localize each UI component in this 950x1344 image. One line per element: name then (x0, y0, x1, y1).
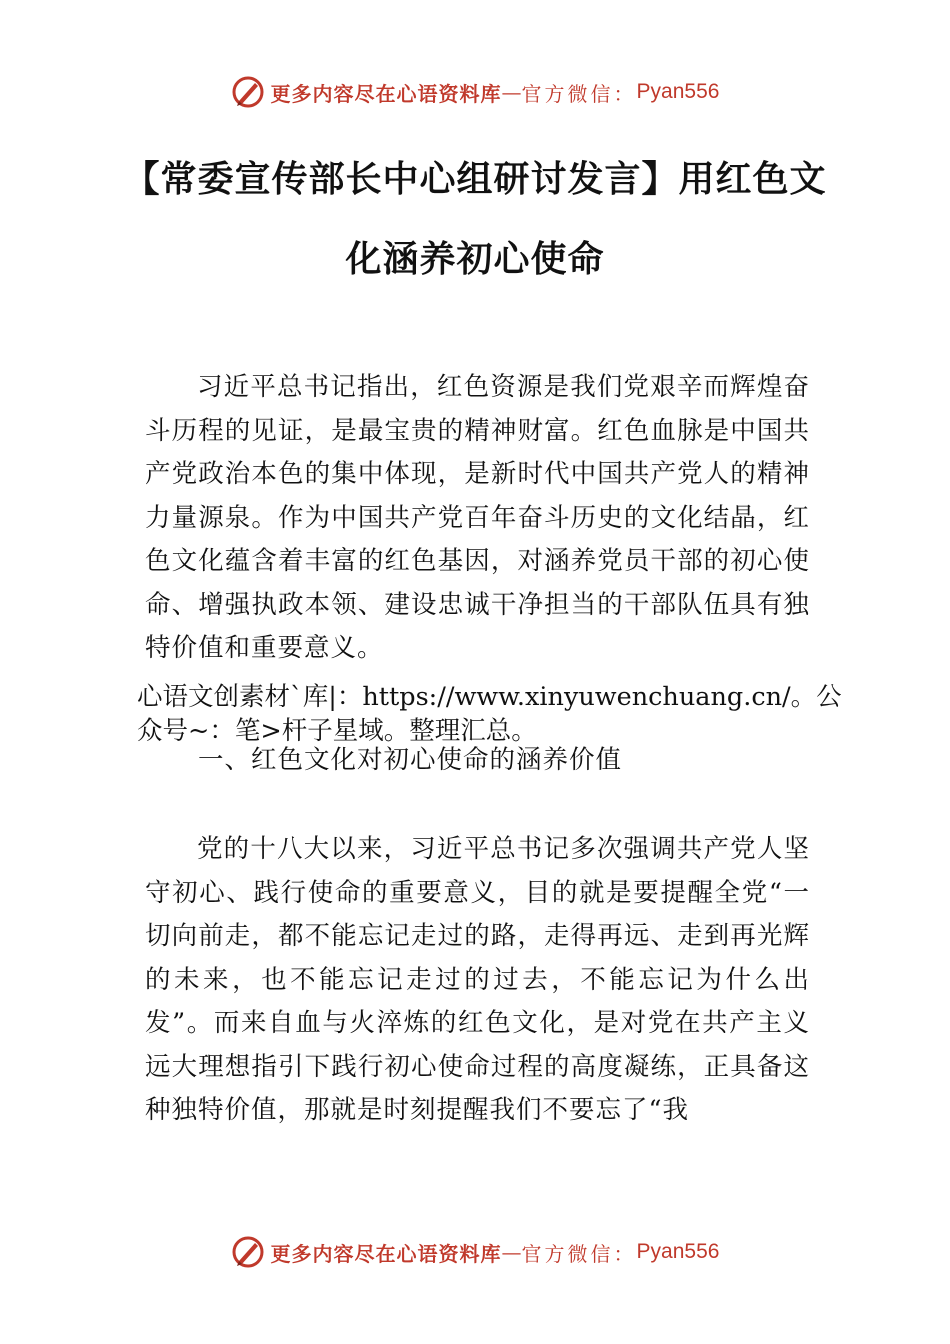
section-heading-1: 一、红色文化对初心使命的涵养价值 (198, 745, 623, 775)
title-line-2: 化涵养初心使命 (345, 239, 605, 280)
banner-wechat-id: Pyan556 (636, 80, 720, 103)
banner-wechat-id: Pyan556 (636, 1240, 720, 1263)
document-title (100, 140, 850, 300)
banner-separator: — (501, 1240, 522, 1264)
pen-logo-icon (231, 75, 265, 109)
paragraph-section-1: 党的十八大以来，习近平总书记多次强调共产党人坚守初心、践行使命的重要意义，目的就是要提醒全党“一切向前走，都不能忘记走过的路，走得再远、走到再光辉的未来，也不能忘记走过的过去，不能忘记为什么出发”。而来自血与火淬炼的红色文化，是对党在共产主义远大理想指引下践行初心使命过程的高度凝练，正具备这种独特价值，那就是时刻提醒我们不要忘了“我 (145, 834, 810, 1125)
banner-official-label: 官方微信： (521, 1241, 637, 1266)
banner-official-label: 官方微信： (521, 81, 637, 106)
pen-logo-icon (231, 1235, 265, 1269)
banner-separator: — (501, 80, 522, 104)
title-line-1: 【常委宣传部长中心组研讨发言】用红色文 (123, 159, 827, 200)
header-banner (0, 72, 950, 112)
paragraph-intro: 习近平总书记指出，红色资源是我们党艰辛而辉煌奋斗历程的见证，是最宝贵的精神财富。红色血脉是中国共产党政治本色的集中体现，是新时代中国共产党人的精神力量源泉。作为中国共产党百年奋斗历史的文化结晶，红色文化蕴含着丰富的红色基因，对涵养党员干部的初心使命、增强执政本领、建设忠诚干净担当的干部队伍具有独特价值和重要意义。 (145, 372, 810, 663)
footer-banner (0, 1232, 950, 1272)
banner-main-text: 更多内容尽在心语资料库 (270, 1241, 502, 1266)
banner-main-text: 更多内容尽在心语资料库 (270, 81, 502, 106)
source-note: 心语文创素材`库|：https://www.xinyuwenchuang.cn/。公众号~：笔>杆子星域。整理汇总。 (137, 682, 842, 746)
